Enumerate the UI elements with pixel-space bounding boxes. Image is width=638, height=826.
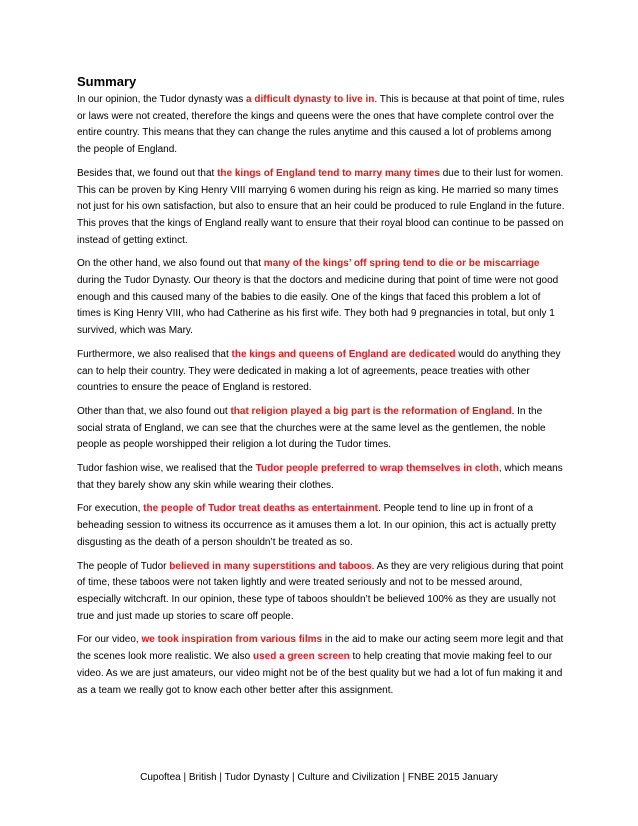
paragraph-list — [77, 92, 567, 699]
highlighted-phrase: many of the kings’ off spring tend to die or be miscarriage — [263, 258, 540, 270]
highlighted-phrase: believed in many superstitions and taboos — [169, 560, 372, 572]
paragraph-text: Other than that, we also found out — [77, 405, 231, 417]
highlighted-phrase: we took inspiration from various films — [141, 634, 323, 646]
paragraph-text: would do anything they can to help their country. They were dedicated in making a lot of agreements, peace treaties with other countries to ensure the peace of England is restored. — [77, 348, 561, 394]
highlighted-phrase: a difficult dynasty to live in — [246, 94, 375, 105]
body-paragraph — [77, 559, 567, 626]
paragraph-text: On the other hand, we also found out that — [77, 258, 264, 270]
paragraph-text: The people of Tudor — [77, 560, 170, 572]
highlighted-phrase: Tudor people preferred to wrap themselves in cloth — [255, 463, 499, 475]
paragraph-text: due to their lust for women. This can be proven by King Henry VIII marrying 6 women during his reign as king. He married so many times not just for his own satisfaction, but also to ensure that an heir could be produced to rule England in the future. This proves that the kings of England really want to ensure that their royal blood can continue to be passed on instead of getting extinct. — [77, 167, 565, 246]
summary-section — [77, 74, 567, 706]
paragraph-text: , which means that they barely show any skin while wearing their clothes. — [77, 463, 563, 491]
paragraph-text: Tudor fashion wise, we realised that the — [77, 463, 256, 475]
highlighted-phrase: used a green screen — [253, 651, 350, 663]
body-paragraph — [77, 501, 567, 551]
paragraph-text: to help creating that movie making feel to our video. As we are just amateurs, our video might not be of the best quality but we had a lot of fun making it and as a team we really got to know each other better after this assignment. — [77, 651, 563, 696]
body-paragraph — [77, 347, 567, 397]
body-paragraph — [77, 166, 567, 250]
highlighted-phrase: that religion played a big part is the reformation of England — [230, 405, 512, 417]
highlighted-phrase: the kings of England tend to marry many times — [217, 167, 440, 179]
paragraph-text: in the aid to make our acting seem more legit and that the scenes look more realistic. We also — [77, 634, 564, 663]
paragraph-text: Furthermore, we also realised that — [77, 348, 232, 360]
page-footer: Cupoftea | British | Tudor Dynasty | Culture and Civilization | FNBE 2015 January — [140, 772, 498, 783]
section-heading: Summary — [77, 74, 137, 89]
paragraph-text: For execution, — [77, 503, 144, 515]
paragraph-text: . This is because at that point of time, rules or laws were not created, therefore the kings and queens were the ones that have complete control over the entire country. This means that they can change the rules anytime and this caused a lot of problems among the people of England. — [77, 94, 565, 156]
highlighted-phrase: the people of Tudor treat deaths as entertainment — [143, 503, 379, 515]
body-paragraph — [77, 404, 567, 454]
paragraph-text: . As they are very religious during that point of time, these taboos were not taken lightly and were treated seriously and not to be messed around, especially witchcraft. In our opinion, these type of taboos shouldn’t be believed 100% as they are usually not true and just made up stories to scare off people. — [77, 560, 564, 622]
body-paragraph — [77, 256, 567, 340]
paragraph-text: In our opinion, the Tudor dynasty was — [77, 94, 246, 105]
body-paragraph — [77, 461, 567, 494]
paragraph-text: . In the social strata of England, we can see that the churches were at the same level as the gentlemen, the noble people as people worshipped their religion a lot during the Tudor times. — [77, 405, 546, 451]
body-paragraph — [77, 92, 567, 159]
paragraph-text: . People tend to line up in front of a beheading session to witness its occurrence as it amuses them a lot. In our opinion, this act is actually pretty disgusting as the death of a person shouldn’t be treated as so. — [77, 503, 557, 548]
paragraph-text: Besides that, we found out that — [77, 167, 218, 179]
highlighted-phrase: the kings and queens of England are dedicated — [231, 348, 456, 360]
paragraph-text: during the Tudor Dynasty. Our theory is that the doctors and medicine during that point of time were not good enough and this caused many of the babies to die easily. One of the kings that faced this problem a lot of times is King Henry VIII, who had Catherine as his first wife. They both had 9 pregnancies in total, but only 1 survived, which was Mary. — [77, 275, 559, 337]
body-paragraph — [77, 632, 567, 699]
paragraph-text: For our video, — [77, 634, 142, 646]
